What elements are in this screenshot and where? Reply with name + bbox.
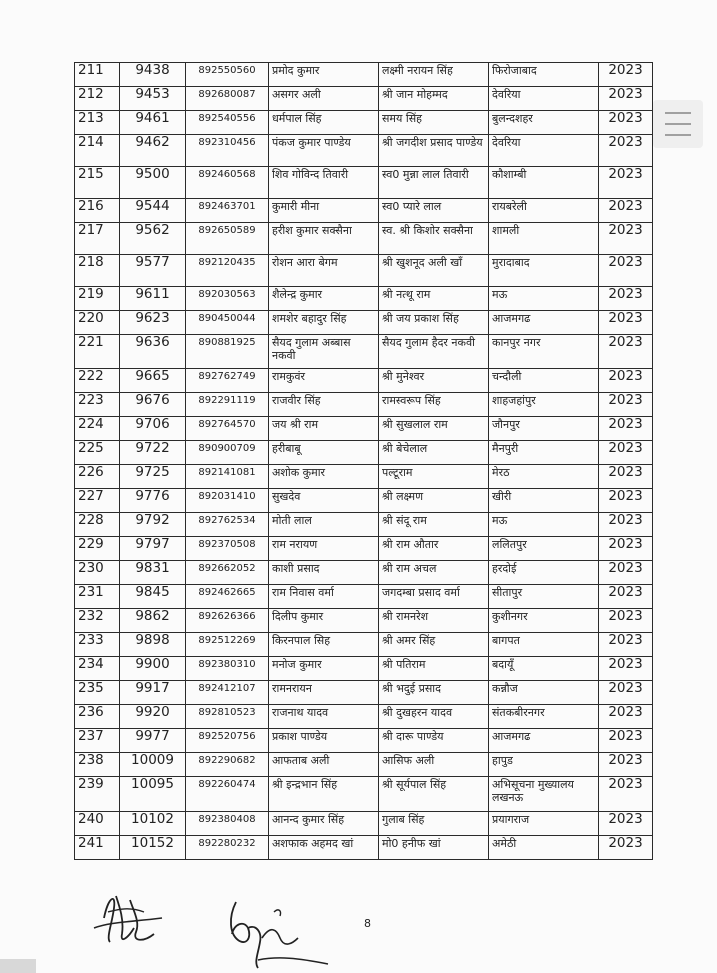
registration-number-cell: 892680087 <box>186 87 269 111</box>
registration-number-cell: 892463701 <box>186 199 269 223</box>
roll-number-cell: 9611 <box>120 287 186 311</box>
serial-number-cell: 241 <box>75 836 120 860</box>
signature-right <box>218 898 338 973</box>
roll-number-cell: 9797 <box>120 537 186 561</box>
year-cell: 2023 <box>599 167 653 199</box>
serial-number-cell: 231 <box>75 585 120 609</box>
registration-number-cell: 892512269 <box>186 633 269 657</box>
father-name-cell: श्री दारू पाण्डेय <box>379 729 489 753</box>
roll-number-cell: 9917 <box>120 681 186 705</box>
registration-number-cell: 892662052 <box>186 561 269 585</box>
registration-number-cell: 892762534 <box>186 513 269 537</box>
name-cell: काशी प्रसाद <box>269 561 379 585</box>
signature-left <box>90 888 170 950</box>
serial-number-cell: 234 <box>75 657 120 681</box>
table-row <box>75 777 653 812</box>
table-row <box>75 513 653 537</box>
table-row <box>75 199 653 223</box>
roll-number-cell: 9544 <box>120 199 186 223</box>
serial-number-cell: 221 <box>75 335 120 369</box>
table-row <box>75 335 653 369</box>
district-cell: शामली <box>489 223 599 255</box>
table-row <box>75 705 653 729</box>
year-cell: 2023 <box>599 441 653 465</box>
table-row <box>75 441 653 465</box>
year-cell: 2023 <box>599 199 653 223</box>
table-row <box>75 753 653 777</box>
district-cell: मेरठ <box>489 465 599 489</box>
year-cell: 2023 <box>599 255 653 287</box>
district-cell: आजमगढ <box>489 729 599 753</box>
registration-number-cell: 890900709 <box>186 441 269 465</box>
year-cell: 2023 <box>599 753 653 777</box>
serial-number-cell: 219 <box>75 287 120 311</box>
name-cell: हरीबाबू <box>269 441 379 465</box>
district-cell: हापुड <box>489 753 599 777</box>
name-cell: राम नरायण <box>269 537 379 561</box>
table-row <box>75 417 653 441</box>
father-name-cell: श्री संदू राम <box>379 513 489 537</box>
roll-number-cell: 9623 <box>120 311 186 335</box>
serial-number-cell: 230 <box>75 561 120 585</box>
name-cell: असगर अली <box>269 87 379 111</box>
name-cell: धर्मपाल सिंह <box>269 111 379 135</box>
year-cell: 2023 <box>599 836 653 860</box>
year-cell: 2023 <box>599 393 653 417</box>
registration-number-cell: 892520756 <box>186 729 269 753</box>
table-row <box>75 393 653 417</box>
year-cell: 2023 <box>599 657 653 681</box>
table-row <box>75 135 653 167</box>
serial-number-cell: 225 <box>75 441 120 465</box>
name-cell: जय श्री राम <box>269 417 379 441</box>
year-cell: 2023 <box>599 609 653 633</box>
table-row <box>75 681 653 705</box>
name-cell: शैलेन्द्र कुमार <box>269 287 379 311</box>
registration-number-cell: 892762749 <box>186 369 269 393</box>
father-name-cell: श्री राम औतार <box>379 537 489 561</box>
father-name-cell: रामस्वरूप सिंह <box>379 393 489 417</box>
district-cell: देवरिया <box>489 135 599 167</box>
table-row <box>75 561 653 585</box>
father-name-cell: आसिफ अली <box>379 753 489 777</box>
roll-number-cell: 9706 <box>120 417 186 441</box>
registration-number-cell: 892380310 <box>186 657 269 681</box>
roll-number-cell: 9636 <box>120 335 186 369</box>
father-name-cell: सैयद गुलाम हैदर नकवी <box>379 335 489 369</box>
serial-number-cell: 229 <box>75 537 120 561</box>
serial-number-cell: 238 <box>75 753 120 777</box>
registration-number-cell: 892764570 <box>186 417 269 441</box>
father-name-cell: पल्टूराम <box>379 465 489 489</box>
registration-number-cell: 892650589 <box>186 223 269 255</box>
district-cell: रायबरेली <box>489 199 599 223</box>
year-cell: 2023 <box>599 465 653 489</box>
name-cell: अशफाक अहमद खां <box>269 836 379 860</box>
district-cell: बुलन्दशहर <box>489 111 599 135</box>
name-cell: रामनरायन <box>269 681 379 705</box>
district-cell: बागपत <box>489 633 599 657</box>
table-row <box>75 87 653 111</box>
father-name-cell: श्री लक्ष्मण <box>379 489 489 513</box>
roll-number-cell: 9665 <box>120 369 186 393</box>
name-cell: प्रकाश पाण्डेय <box>269 729 379 753</box>
serial-number-cell: 213 <box>75 111 120 135</box>
father-name-cell: श्री बेचेलाल <box>379 441 489 465</box>
year-cell: 2023 <box>599 135 653 167</box>
name-cell: रामकुवंर <box>269 369 379 393</box>
district-cell: अमेठी <box>489 836 599 860</box>
roll-number-cell: 9577 <box>120 255 186 287</box>
district-cell: मऊ <box>489 287 599 311</box>
father-name-cell: श्री सूर्यपाल सिंह <box>379 777 489 812</box>
table-row <box>75 537 653 561</box>
father-name-cell: श्री नत्थू राम <box>379 287 489 311</box>
roll-number-cell: 9722 <box>120 441 186 465</box>
year-cell: 2023 <box>599 561 653 585</box>
table-row <box>75 287 653 311</box>
serial-number-cell: 233 <box>75 633 120 657</box>
name-cell: राजवीर सिंह <box>269 393 379 417</box>
father-name-cell: श्री राम अचल <box>379 561 489 585</box>
serial-number-cell: 212 <box>75 87 120 111</box>
roll-number-cell: 10095 <box>120 777 186 812</box>
district-cell: अभिसूचना मुख्यालय लखनऊ <box>489 777 599 812</box>
table-row <box>75 111 653 135</box>
roll-number-cell: 9562 <box>120 223 186 255</box>
roll-number-cell: 9725 <box>120 465 186 489</box>
registration-number-cell: 890450044 <box>186 311 269 335</box>
roll-number-cell: 9500 <box>120 167 186 199</box>
district-cell: कन्नौज <box>489 681 599 705</box>
name-cell: सुखदेव <box>269 489 379 513</box>
page-number: 8 <box>364 917 371 930</box>
registration-number-cell: 892412107 <box>186 681 269 705</box>
serial-number-cell: 215 <box>75 167 120 199</box>
registration-number-cell: 892460568 <box>186 167 269 199</box>
serial-number-cell: 220 <box>75 311 120 335</box>
year-cell: 2023 <box>599 489 653 513</box>
name-cell: शिव गोविन्द तिवारी <box>269 167 379 199</box>
roll-number-cell: 10152 <box>120 836 186 860</box>
name-cell: रोशन आरा बेगम <box>269 255 379 287</box>
serial-number-cell: 211 <box>75 63 120 87</box>
table-row <box>75 465 653 489</box>
registration-number-cell: 892380408 <box>186 812 269 836</box>
district-cell: कौशाम्बी <box>489 167 599 199</box>
year-cell: 2023 <box>599 777 653 812</box>
registration-number-cell: 892550560 <box>186 63 269 87</box>
name-cell: हरीश कुमार सक्सैना <box>269 223 379 255</box>
records-table <box>74 62 653 860</box>
name-cell: शमशेर बहादुर सिंह <box>269 311 379 335</box>
serial-number-cell: 236 <box>75 705 120 729</box>
table-row <box>75 657 653 681</box>
table-row <box>75 369 653 393</box>
name-cell: प्रमोद कुमार <box>269 63 379 87</box>
father-name-cell: स्व0 प्यारे लाल <box>379 199 489 223</box>
name-cell: राजनाथ यादव <box>269 705 379 729</box>
father-name-cell: श्री मुनेश्वर <box>379 369 489 393</box>
serial-number-cell: 226 <box>75 465 120 489</box>
district-cell: कुशीनगर <box>489 609 599 633</box>
roll-number-cell: 9462 <box>120 135 186 167</box>
serial-number-cell: 223 <box>75 393 120 417</box>
table-row <box>75 255 653 287</box>
serial-number-cell: 239 <box>75 777 120 812</box>
table-row <box>75 729 653 753</box>
menu-icon[interactable] <box>653 100 703 148</box>
father-name-cell: गुलाब सिंह <box>379 812 489 836</box>
name-cell: किरनपाल सिह <box>269 633 379 657</box>
father-name-cell: स्व0 मुन्ना लाल तिवारी <box>379 167 489 199</box>
serial-number-cell: 222 <box>75 369 120 393</box>
district-cell: चन्दौली <box>489 369 599 393</box>
table-row <box>75 489 653 513</box>
roll-number-cell: 9977 <box>120 729 186 753</box>
year-cell: 2023 <box>599 63 653 87</box>
district-cell: देवरिया <box>489 87 599 111</box>
table-row <box>75 633 653 657</box>
district-cell: फिरोजाबाद <box>489 63 599 87</box>
registration-number-cell: 892540556 <box>186 111 269 135</box>
registration-number-cell: 892462665 <box>186 585 269 609</box>
roll-number-cell: 10009 <box>120 753 186 777</box>
serial-number-cell: 217 <box>75 223 120 255</box>
serial-number-cell: 235 <box>75 681 120 705</box>
registration-number-cell: 892810523 <box>186 705 269 729</box>
roll-number-cell: 9845 <box>120 585 186 609</box>
serial-number-cell: 216 <box>75 199 120 223</box>
district-cell: मऊ <box>489 513 599 537</box>
name-cell: आफताब अली <box>269 753 379 777</box>
year-cell: 2023 <box>599 87 653 111</box>
district-cell: सीतापुर <box>489 585 599 609</box>
father-name-cell: श्री भदुई प्रसाद <box>379 681 489 705</box>
father-name-cell: श्री दुखहरन यादव <box>379 705 489 729</box>
father-name-cell: स्व. श्री किशोर सक्सैना <box>379 223 489 255</box>
table-row <box>75 609 653 633</box>
table-row <box>75 167 653 199</box>
district-cell: बदायूँ <box>489 657 599 681</box>
father-name-cell: समय सिंह <box>379 111 489 135</box>
table-row <box>75 812 653 836</box>
year-cell: 2023 <box>599 705 653 729</box>
year-cell: 2023 <box>599 335 653 369</box>
name-cell: आनन्द कुमार सिंह <box>269 812 379 836</box>
table-row <box>75 836 653 860</box>
district-cell: शाहजहांपुर <box>489 393 599 417</box>
registration-number-cell: 892260474 <box>186 777 269 812</box>
year-cell: 2023 <box>599 537 653 561</box>
father-name-cell: श्री रामनरेश <box>379 609 489 633</box>
year-cell: 2023 <box>599 287 653 311</box>
year-cell: 2023 <box>599 585 653 609</box>
roll-number-cell: 10102 <box>120 812 186 836</box>
year-cell: 2023 <box>599 729 653 753</box>
district-cell: संतकबीरनगर <box>489 705 599 729</box>
registration-number-cell: 890881925 <box>186 335 269 369</box>
year-cell: 2023 <box>599 417 653 441</box>
serial-number-cell: 227 <box>75 489 120 513</box>
serial-number-cell: 237 <box>75 729 120 753</box>
district-cell: मुरादाबाद <box>489 255 599 287</box>
table-row <box>75 585 653 609</box>
roll-number-cell: 9438 <box>120 63 186 87</box>
registration-number-cell: 892310456 <box>186 135 269 167</box>
serial-number-cell: 218 <box>75 255 120 287</box>
serial-number-cell: 228 <box>75 513 120 537</box>
district-cell: आजमगढ <box>489 311 599 335</box>
registration-number-cell: 892030563 <box>186 287 269 311</box>
name-cell: कुमारी मीना <box>269 199 379 223</box>
district-cell: खीरी <box>489 489 599 513</box>
name-cell: मनोज कुमार <box>269 657 379 681</box>
district-cell: जौनपुर <box>489 417 599 441</box>
father-name-cell: जगदम्बा प्रसाद वर्मा <box>379 585 489 609</box>
father-name-cell: श्री सुखलाल राम <box>379 417 489 441</box>
scan-edge <box>0 959 36 973</box>
name-cell: राम निवास वर्मा <box>269 585 379 609</box>
registration-number-cell: 892290682 <box>186 753 269 777</box>
registration-number-cell: 892031410 <box>186 489 269 513</box>
registration-number-cell: 892370508 <box>186 537 269 561</box>
district-cell: प्रयागराज <box>489 812 599 836</box>
name-cell: सैयद गुलाम अब्बास नकवी <box>269 335 379 369</box>
roll-number-cell: 9792 <box>120 513 186 537</box>
registration-number-cell: 892120435 <box>186 255 269 287</box>
district-cell: ललितपुर <box>489 537 599 561</box>
name-cell: अशोक कुमार <box>269 465 379 489</box>
serial-number-cell: 214 <box>75 135 120 167</box>
year-cell: 2023 <box>599 111 653 135</box>
registration-number-cell: 892626366 <box>186 609 269 633</box>
father-name-cell: लक्ष्मी नरायन सिंह <box>379 63 489 87</box>
father-name-cell: श्री पतिराम <box>379 657 489 681</box>
registration-number-cell: 892141081 <box>186 465 269 489</box>
table-row <box>75 63 653 87</box>
year-cell: 2023 <box>599 311 653 335</box>
registration-number-cell: 892291119 <box>186 393 269 417</box>
year-cell: 2023 <box>599 633 653 657</box>
father-name-cell: श्री जान मोहम्मद <box>379 87 489 111</box>
table-row <box>75 311 653 335</box>
father-name-cell: श्री जगदीश प्रसाद पाण्डेय <box>379 135 489 167</box>
serial-number-cell: 240 <box>75 812 120 836</box>
year-cell: 2023 <box>599 681 653 705</box>
name-cell: दिलीप कुमार <box>269 609 379 633</box>
roll-number-cell: 9453 <box>120 87 186 111</box>
serial-number-cell: 224 <box>75 417 120 441</box>
year-cell: 2023 <box>599 812 653 836</box>
name-cell: श्री इन्द्रभान सिंह <box>269 777 379 812</box>
year-cell: 2023 <box>599 223 653 255</box>
roll-number-cell: 9776 <box>120 489 186 513</box>
table-body <box>75 63 653 860</box>
roll-number-cell: 9900 <box>120 657 186 681</box>
name-cell: पंकज कुमार पाण्डेय <box>269 135 379 167</box>
father-name-cell: श्री अमर सिंह <box>379 633 489 657</box>
roll-number-cell: 9898 <box>120 633 186 657</box>
year-cell: 2023 <box>599 513 653 537</box>
father-name-cell: मो0 हनीफ खां <box>379 836 489 860</box>
name-cell: मोती लाल <box>269 513 379 537</box>
district-cell: हरदोई <box>489 561 599 585</box>
roll-number-cell: 9461 <box>120 111 186 135</box>
father-name-cell: श्री जय प्रकाश सिंह <box>379 311 489 335</box>
registration-number-cell: 892280232 <box>186 836 269 860</box>
roll-number-cell: 9676 <box>120 393 186 417</box>
roll-number-cell: 9831 <box>120 561 186 585</box>
district-cell: मैनपुरी <box>489 441 599 465</box>
father-name-cell: श्री खुशनूद अली खाँ <box>379 255 489 287</box>
roll-number-cell: 9862 <box>120 609 186 633</box>
serial-number-cell: 232 <box>75 609 120 633</box>
table-row <box>75 223 653 255</box>
district-cell: कानपुर नगर <box>489 335 599 369</box>
roll-number-cell: 9920 <box>120 705 186 729</box>
year-cell: 2023 <box>599 369 653 393</box>
